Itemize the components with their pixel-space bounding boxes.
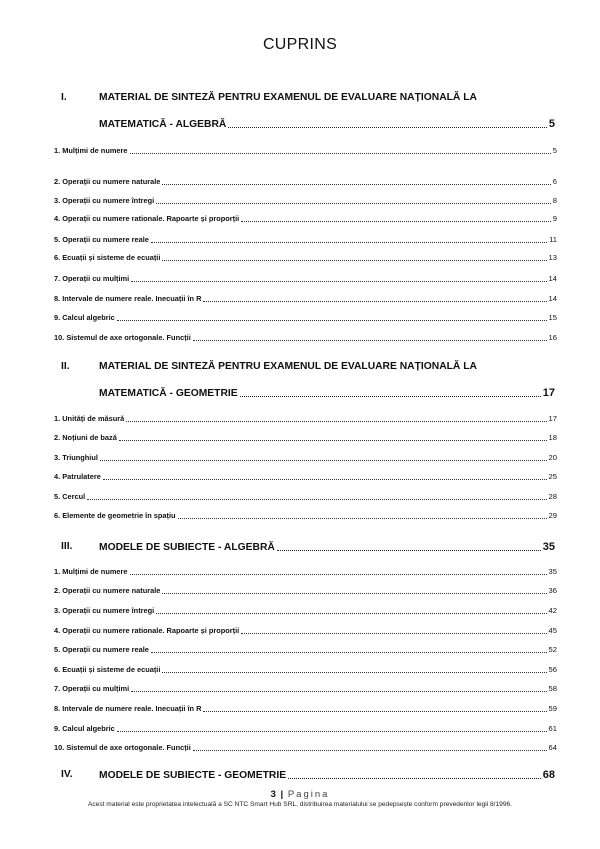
toc-entry-label: 10. Sistemul de axe ortogonale. Funcții: [54, 743, 191, 752]
toc-entry[interactable]: [54, 196, 557, 205]
toc-entry-page: 20: [548, 453, 557, 462]
section-title: MODELE DE SUBIECTE - GEOMETRIE: [99, 770, 287, 781]
dot-leader: [131, 281, 546, 282]
toc-entry[interactable]: [54, 253, 557, 262]
toc-entry-page: 45: [548, 626, 557, 635]
dot-leader: [178, 518, 547, 519]
toc-entry[interactable]: [54, 704, 557, 713]
toc-entry-page: 56: [548, 665, 557, 674]
toc-entry-page: 29: [548, 511, 557, 520]
toc-entry-label: 3. Operații cu numere întregi: [54, 196, 155, 205]
toc-entry-page: 52: [548, 645, 557, 654]
toc-entry-page: 16: [548, 333, 557, 342]
toc-entry[interactable]: [54, 743, 557, 752]
section-page-number: 5: [548, 118, 555, 130]
toc-entry[interactable]: [54, 645, 557, 654]
dot-leader: [100, 460, 547, 461]
dot-leader: [228, 127, 547, 128]
dot-leader: [117, 320, 547, 321]
page-footer-number: [0, 789, 600, 800]
dot-leader: [241, 633, 546, 634]
toc-entry[interactable]: [54, 313, 557, 322]
dot-leader: [193, 750, 547, 751]
section-title-line2: MATEMATICĂ - ALGEBRĂ: [99, 119, 227, 130]
toc-entry[interactable]: [54, 333, 557, 342]
section-number: I.: [61, 92, 67, 103]
toc-entry-label: 10. Sistemul de axe ortogonale. Funcții: [54, 333, 191, 342]
dot-leader: [151, 652, 547, 653]
dot-leader: [117, 731, 547, 732]
toc-entry-page: 18: [548, 433, 557, 442]
toc-entry-page: 35: [548, 567, 557, 576]
toc-entry[interactable]: [54, 684, 557, 693]
dot-leader: [203, 301, 546, 302]
toc-entry[interactable]: [54, 235, 557, 244]
dot-leader: [126, 421, 546, 422]
dot-leader: [162, 672, 546, 673]
toc-entry[interactable]: [54, 492, 557, 501]
copyright-note: Acest material este proprietatea intelectuală a SC NTC Smart Hub SRL, distribuirea materialului se pedepsește conform prevederilor legii 8/1996.: [87, 801, 513, 808]
toc-entry-page: 15: [548, 313, 557, 322]
toc-entry[interactable]: [54, 472, 557, 481]
dot-leader: [277, 550, 541, 551]
toc-entry-page: 25: [548, 472, 557, 481]
dot-leader: [162, 184, 550, 185]
toc-entry-label: 2. Operații cu numere naturale: [54, 586, 161, 595]
dot-leader: [103, 479, 547, 480]
toc-entry-label: 4. Patrulatere: [54, 472, 101, 481]
toc-entry-label: 4. Operații cu numere rationale. Rapoarte și proporții: [54, 214, 240, 223]
section-number: III.: [61, 541, 73, 552]
toc-entry[interactable]: [54, 274, 557, 283]
section-page-number: 17: [542, 387, 555, 399]
page-number: 3: [270, 789, 276, 800]
dot-leader: [87, 499, 546, 500]
dot-leader: [162, 260, 546, 261]
toc-entry-label: 6. Ecuații și sisteme de ecuații: [54, 665, 161, 674]
toc-entry-page: 59: [548, 704, 557, 713]
dot-leader: [193, 340, 547, 341]
toc-entry-page: 9: [552, 214, 557, 223]
toc-entry[interactable]: [54, 606, 557, 615]
dot-leader: [288, 778, 541, 779]
toc-entry-page: 5: [552, 146, 557, 155]
footer-separator: |: [280, 789, 284, 800]
toc-entry-label: 7. Operații cu mulțimi: [54, 684, 130, 693]
toc-entry-page: 28: [548, 492, 557, 501]
toc-entry-label: 1. Mulțimi de numere: [54, 146, 128, 155]
section-number: II.: [61, 361, 70, 372]
toc-entry[interactable]: [54, 511, 557, 520]
toc-entry-label: 2. Operații cu numere naturale: [54, 177, 161, 186]
toc-entry-label: 6. Elemente de geometrie în spațiu: [54, 511, 176, 520]
toc-entry[interactable]: [54, 294, 557, 303]
toc-entry-label: 2. Noțiuni de bază: [54, 433, 117, 442]
toc-entry[interactable]: [54, 177, 557, 186]
toc-entry-page: 61: [548, 724, 557, 733]
toc-entry-page: 14: [548, 274, 557, 283]
page-title: CUPRINS: [262, 36, 338, 53]
toc-entry-page: 14: [548, 294, 557, 303]
dot-leader: [130, 574, 547, 575]
toc-entry-label: 3. Triunghiul: [54, 453, 98, 462]
toc-entry[interactable]: [54, 453, 557, 462]
toc-entry-label: 5. Cercul: [54, 492, 86, 501]
page-word: Pagina: [287, 789, 330, 800]
dot-leader: [156, 203, 551, 204]
toc-entry-label: 5. Operații cu numere reale: [54, 645, 149, 654]
toc-entry-page: 11: [549, 235, 557, 244]
dot-leader: [151, 242, 547, 243]
toc-entry-page: 36: [548, 586, 557, 595]
toc-entry-label: 1. Unități de măsură: [54, 414, 125, 423]
toc-entry-label: 7. Operații cu mulțimi: [54, 274, 130, 283]
dot-leader: [241, 221, 551, 222]
dot-leader: [156, 613, 546, 614]
toc-entry[interactable]: [54, 724, 557, 733]
dot-leader: [240, 396, 541, 397]
toc-entry-page: 13: [548, 253, 557, 262]
toc-entry-page: 17: [548, 414, 557, 423]
toc-entry-label: 8. Intervale de numere reale. Inecuații în R: [54, 294, 202, 303]
toc-entry-label: 9. Calcul algebric: [54, 313, 115, 322]
section-title: MODELE DE SUBIECTE - ALGEBRĂ: [99, 542, 275, 553]
toc-entry-page: 42: [548, 606, 557, 615]
section-number: IV.: [61, 769, 73, 780]
toc-entry-page: 6: [552, 177, 557, 186]
toc-entry-label: 8. Intervale de numere reale. Inecuații în R: [54, 704, 202, 713]
dot-leader: [119, 440, 547, 441]
toc-entry-label: 1. Mulțimi de numere: [54, 567, 128, 576]
dot-leader: [130, 153, 551, 154]
dot-leader: [162, 593, 546, 594]
toc-entry-label: 5. Operații cu numere reale: [54, 235, 149, 244]
toc-entry[interactable]: [54, 626, 557, 635]
toc-entry[interactable]: [54, 414, 557, 423]
toc-entry[interactable]: [54, 214, 557, 223]
dot-leader: [203, 711, 546, 712]
toc-entry-page: 8: [552, 196, 557, 205]
section-page-number: 68: [542, 769, 555, 781]
toc-entry[interactable]: [54, 433, 557, 442]
toc-entry-label: 6. Ecuații și sisteme de ecuații: [54, 253, 161, 262]
toc-entry[interactable]: [54, 146, 557, 155]
section-title-line1: MATERIAL DE SINTEZĂ PENTRU EXAMENUL DE EVALUARE NAȚIONALĂ LA: [99, 92, 477, 103]
section-title-line2: MATEMATICĂ - GEOMETRIE: [99, 388, 238, 399]
toc-entry-label: 4. Operații cu numere rationale. Rapoarte și proporții: [54, 626, 240, 635]
section-page-number: 35: [542, 541, 555, 553]
dot-leader: [131, 691, 546, 692]
section-title-line1: MATERIAL DE SINTEZĂ PENTRU EXAMENUL DE EVALUARE NAȚIONALĂ LA: [99, 361, 477, 372]
toc-entry[interactable]: [54, 586, 557, 595]
toc-entry-page: 58: [548, 684, 557, 693]
toc-entry[interactable]: [54, 665, 557, 674]
toc-entry-label: 9. Calcul algebric: [54, 724, 115, 733]
toc-entry-label: 3. Operații cu numere întregi: [54, 606, 155, 615]
toc-entry[interactable]: [54, 567, 557, 576]
toc-entry-page: 64: [548, 743, 557, 752]
